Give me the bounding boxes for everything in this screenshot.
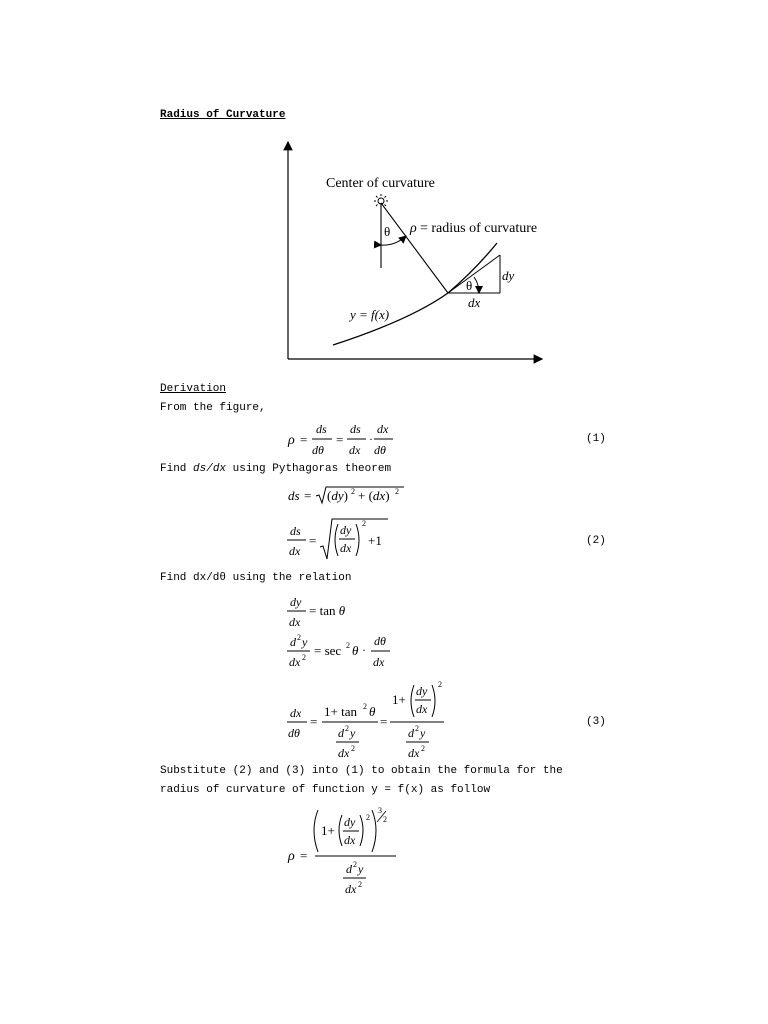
svg-text:2: 2: [362, 519, 366, 528]
svg-text:dθ: dθ: [288, 726, 300, 740]
page-title: Radius of Curvature: [160, 109, 286, 121]
svg-text:d: d: [408, 726, 414, 740]
equation-number-3: (3): [586, 716, 606, 728]
equation-1: [280, 418, 420, 462]
svg-text:dx: dx: [290, 706, 302, 720]
tangent-line: [448, 255, 500, 293]
svg-text:ds: ds: [316, 422, 327, 436]
svg-text:+1: +1: [368, 533, 382, 548]
svg-text:y: y: [420, 726, 426, 740]
svg-text:dx: dx: [416, 702, 428, 716]
equation-tan: [282, 590, 382, 630]
svg-text:y: y: [358, 862, 364, 876]
svg-text:3: 3: [378, 806, 382, 815]
radius-line: [381, 203, 448, 293]
svg-text:2: 2: [421, 744, 425, 753]
svg-text:·: ·: [362, 643, 366, 657]
svg-text:dx: dx: [340, 541, 352, 555]
svg-text:2: 2: [351, 744, 355, 753]
step-ds-suffix: using Pythagoras theorem: [226, 463, 392, 475]
svg-text:dθ: dθ: [312, 443, 324, 457]
svg-text:=: =: [336, 432, 344, 447]
svg-text:= sec: = sec: [314, 643, 342, 658]
svg-text:dx: dx: [289, 655, 301, 669]
svg-text:1+ tan: 1+ tan: [324, 704, 357, 719]
svg-text:dx: dx: [289, 544, 301, 558]
derivation-heading: Derivation: [160, 383, 227, 395]
svg-text:=: =: [304, 488, 312, 503]
step-ds-var: ds/dx: [193, 463, 227, 475]
theta-label-tangent: θ: [466, 278, 473, 293]
svg-text:=: =: [300, 848, 308, 863]
curvature-figure: [0, 0, 768, 380]
svg-text:2: 2: [297, 633, 301, 642]
svg-text:dx: dx: [344, 833, 356, 847]
svg-text:ρ: ρ: [288, 849, 295, 864]
rho-symbol: ρ: [410, 221, 417, 236]
svg-text:=: =: [380, 714, 388, 729]
svg-text:dx: dx: [338, 746, 350, 760]
svg-text:ρ: ρ: [288, 433, 295, 448]
svg-text:=: =: [310, 714, 318, 729]
svg-text:(dy): (dy): [327, 488, 348, 503]
center-label: Center of curvature: [326, 176, 435, 191]
svg-text:dx: dx: [408, 746, 420, 760]
svg-text:dx: dx: [373, 655, 385, 669]
svg-text:2: 2: [302, 653, 306, 662]
svg-text:2: 2: [363, 702, 367, 711]
svg-text:dθ: dθ: [374, 634, 386, 648]
svg-text:2: 2: [353, 860, 357, 869]
svg-text:dy: dy: [344, 815, 356, 829]
step-ds-text: [160, 463, 391, 475]
equation-sec: [282, 630, 412, 672]
dx-label: dx: [468, 295, 481, 310]
svg-text:= tan θ: = tan θ: [309, 603, 346, 618]
svg-text:ds: ds: [350, 422, 361, 436]
equation-ds: [282, 482, 422, 512]
intro-text: From the figure,: [160, 402, 266, 414]
svg-text:2: 2: [395, 487, 399, 496]
svg-text:=: =: [300, 432, 308, 447]
final-formula: [280, 800, 420, 900]
svg-text:dx: dx: [349, 443, 361, 457]
theta-label-center: θ: [384, 224, 391, 239]
svg-text:2: 2: [351, 487, 355, 496]
equation-number-2: (2): [586, 535, 606, 547]
theta-arc-tangent: [474, 277, 479, 293]
svg-text:ds: ds: [288, 488, 300, 503]
svg-text:ds: ds: [290, 524, 301, 538]
step-dtheta-text: Find dx/dθ using the relation: [160, 572, 352, 584]
svg-text:2: 2: [383, 815, 387, 824]
svg-text:dx: dx: [345, 882, 357, 896]
curve-label: y = f(x): [350, 307, 390, 322]
svg-text:y: y: [302, 635, 308, 649]
svg-text:d: d: [338, 726, 344, 740]
radius-label: = radius of curvature: [420, 221, 538, 236]
svg-text:2: 2: [346, 641, 350, 650]
svg-text:2: 2: [345, 724, 349, 733]
svg-text:θ: θ: [369, 704, 376, 719]
svg-text:dy: dy: [340, 523, 352, 537]
svg-text:dx: dx: [289, 615, 301, 629]
svg-text:dx: dx: [377, 422, 389, 436]
dy-label: dy: [502, 268, 515, 283]
svg-text:θ: θ: [352, 643, 359, 658]
svg-text:dy: dy: [416, 684, 428, 698]
equation-number-1: (1): [586, 433, 606, 445]
svg-text:2: 2: [366, 813, 370, 822]
svg-text:=: =: [309, 533, 317, 548]
svg-text:+ (dx): + (dx): [358, 488, 390, 503]
svg-text:dy: dy: [290, 595, 302, 609]
substitute-line-1: Substitute (2) and (3) into (1) to obtain the formula for the: [160, 765, 563, 777]
step-ds-prefix: Find: [160, 463, 194, 475]
svg-text:2: 2: [438, 680, 442, 689]
svg-text:d: d: [346, 862, 352, 876]
substitute-line-2: radius of curvature of function y = f(x) as follow: [160, 784, 491, 796]
curve: [333, 243, 497, 345]
svg-text:dθ: dθ: [374, 443, 386, 457]
equation-3: [282, 676, 462, 762]
svg-text:d: d: [290, 635, 296, 649]
svg-text:·: ·: [369, 432, 373, 446]
svg-text:1+: 1+: [321, 823, 335, 838]
equation-2: [282, 515, 412, 565]
svg-text:2: 2: [415, 724, 419, 733]
svg-text:y: y: [350, 726, 356, 740]
svg-text:2: 2: [358, 880, 362, 889]
svg-text:1+: 1+: [392, 692, 406, 707]
